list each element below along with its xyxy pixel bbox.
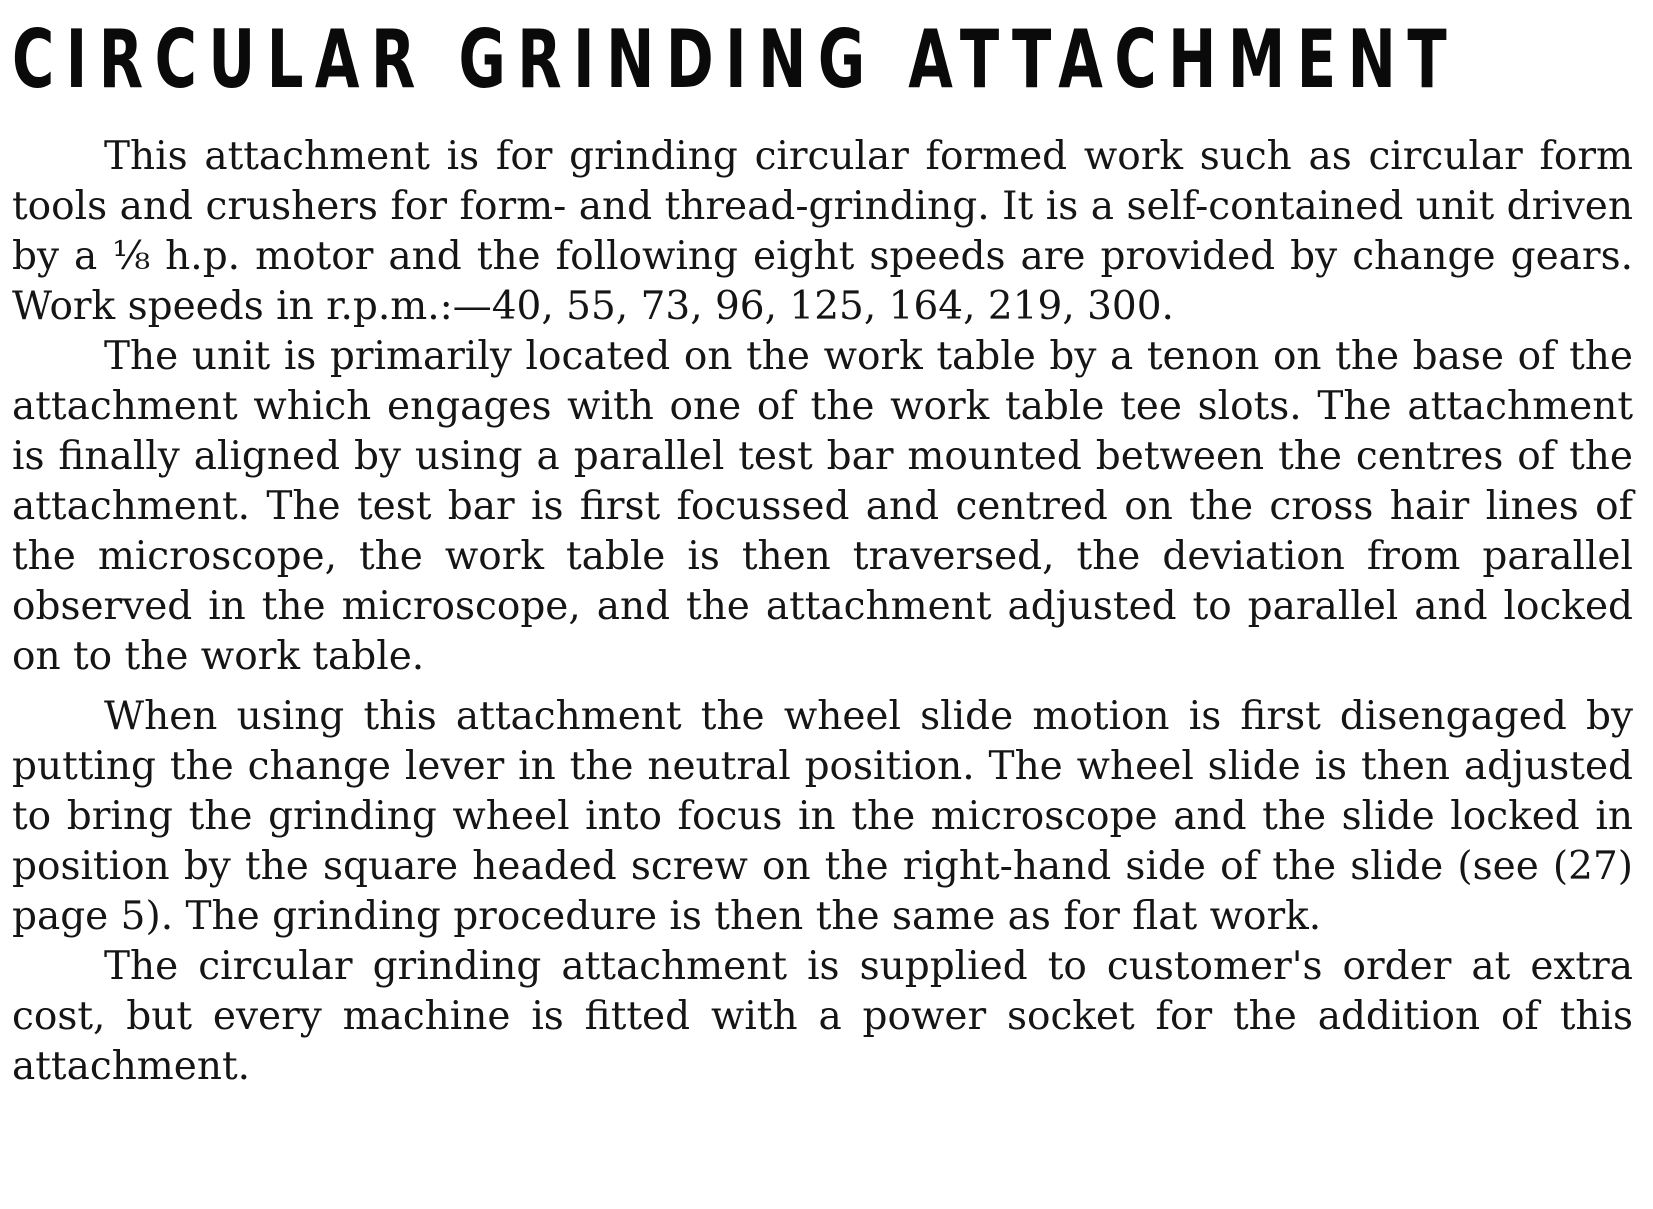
paragraph-supply: The circular grinding attachment is supplied to customer's order at extra cost, but every machine is fitted with a power socket for the addition of this attachment. — [12, 944, 1633, 1089]
paragraph-usage: When using this attachment the wheel slide motion is first disengaged by putting the change lever in the neutral position. The wheel slide is then adjusted to bring the grinding wheel into focus in the microscope and the slide locked in position by the square headed screw on the right-hand side of the slide (see (27) page 5). The grinding procedure is then the same as for flat work. — [12, 694, 1633, 939]
page-title: CIRCULAR GRINDING ATTACHMENT — [12, 13, 1459, 106]
paragraph-overview: This attachment is for grinding circular formed work such as circular form tools and crushers for form- and thread-grinding. It is a self-contained unit driven by a ⅛ h.p. motor and the following eight speeds are provided by change gears. Work speeds in r.p.m.:—40, 55, 73, 96, 125, 164, 219, 300. — [12, 134, 1633, 329]
body-text — [12, 132, 1633, 1092]
paragraph-alignment: The unit is primarily located on the work table by a tenon on the base of the attachment which engages with one of the work table tee slots. The attachment is finally aligned by using a parallel test bar mounted between the centres of the attachment. The test bar is first focussed and centred on the cross hair lines of the microscope, the work table is then traversed, the deviation from parallel observed in the microscope, and the attachment adjusted to parallel and locked on to the work table. — [12, 334, 1633, 679]
